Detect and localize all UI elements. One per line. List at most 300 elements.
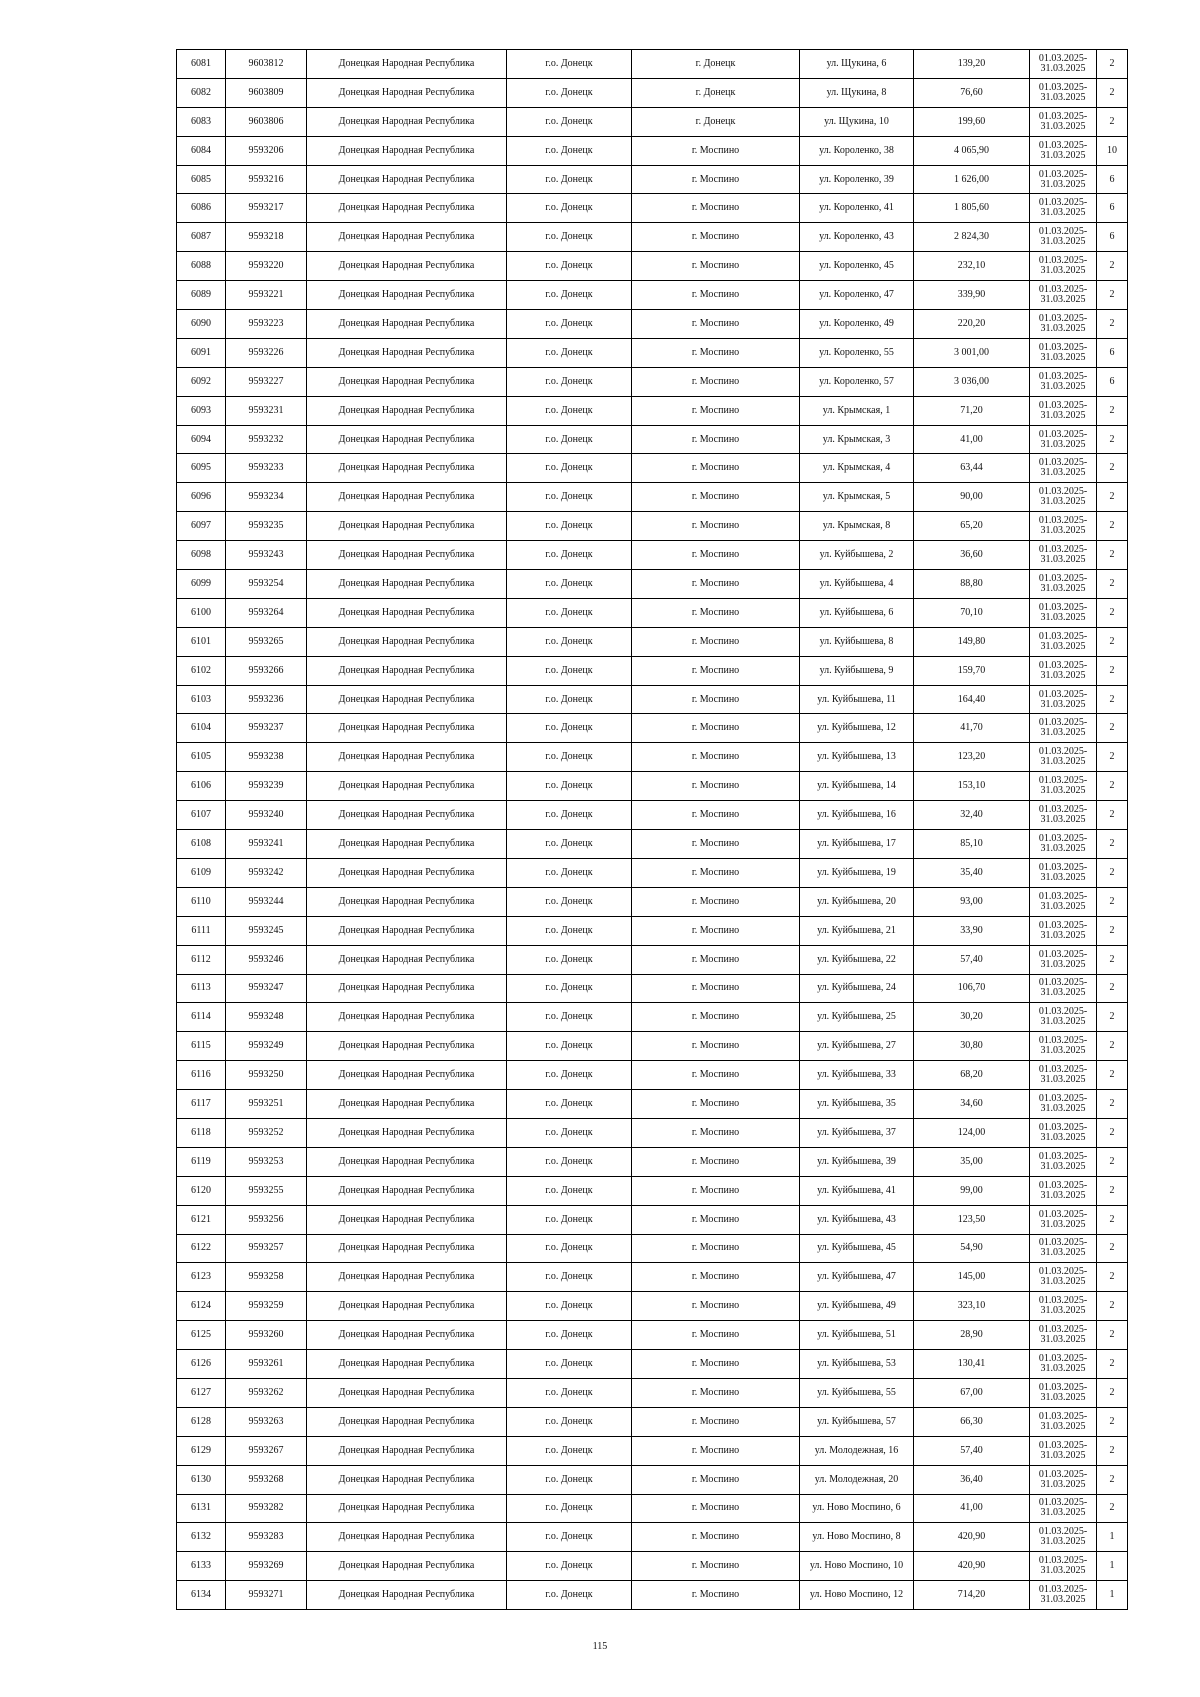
region-cell: Донецкая Народная Республика (307, 252, 507, 281)
region-cell: Донецкая Народная Республика (307, 974, 507, 1003)
count-cell: 2 (1097, 483, 1128, 512)
area-cell: 232,10 (914, 252, 1030, 281)
city-cell: г. Моспино (632, 858, 800, 887)
table-row (177, 1234, 1128, 1263)
period-end: 31.03.2025 (1040, 1305, 1086, 1317)
period-cell (1030, 685, 1097, 714)
region-cell: Донецкая Народная Республика (307, 1552, 507, 1581)
address-cell: ул. Короленко, 57 (800, 367, 914, 396)
count-cell: 2 (1097, 310, 1128, 339)
object-code-cell: 9593236 (226, 685, 307, 714)
period-start: 01.03.2025- (1038, 457, 1088, 469)
row-number-cell: 6104 (177, 714, 226, 743)
district-cell: г.о. Донецк (507, 252, 632, 281)
city-cell: г. Моспино (632, 1090, 800, 1119)
region-cell: Донецкая Народная Республика (307, 598, 507, 627)
row-number-cell: 6081 (177, 50, 226, 79)
city-cell: г. Моспино (632, 627, 800, 656)
table-row (177, 772, 1128, 801)
address-cell: ул. Крымская, 4 (800, 454, 914, 483)
period-cell (1030, 1118, 1097, 1147)
period-start: 01.03.2025- (1038, 861, 1088, 873)
period-cell (1030, 1523, 1097, 1552)
period-start: 01.03.2025- (1038, 1295, 1088, 1307)
count-cell: 1 (1097, 1581, 1128, 1610)
city-cell: г. Моспино (632, 974, 800, 1003)
period-end: 31.03.2025 (1040, 1045, 1086, 1057)
region-cell: Донецкая Народная Республика (307, 945, 507, 974)
period-cell (1030, 1407, 1097, 1436)
registry-table-body (177, 50, 1128, 1610)
table-row (177, 367, 1128, 396)
registry-table (176, 49, 1128, 1610)
object-code-cell: 9593248 (226, 1003, 307, 1032)
city-cell: г. Моспино (632, 1523, 800, 1552)
period-end: 31.03.2025 (1040, 91, 1086, 103)
table-row (177, 1378, 1128, 1407)
area-cell: 99,00 (914, 1176, 1030, 1205)
count-cell: 2 (1097, 685, 1128, 714)
period-start: 01.03.2025- (1038, 977, 1088, 989)
region-cell: Донецкая Народная Республика (307, 887, 507, 916)
table-row (177, 1090, 1128, 1119)
district-cell: г.о. Донецк (507, 743, 632, 772)
period-end: 31.03.2025 (1040, 525, 1086, 537)
count-cell: 6 (1097, 194, 1128, 223)
city-cell: г. Моспино (632, 1003, 800, 1032)
object-code-cell: 9593218 (226, 223, 307, 252)
address-cell: ул. Куйбышева, 24 (800, 974, 914, 1003)
period-cell (1030, 1465, 1097, 1494)
count-cell: 2 (1097, 1292, 1128, 1321)
district-cell: г.о. Донецк (507, 1350, 632, 1379)
region-cell: Донецкая Народная Республика (307, 425, 507, 454)
row-number-cell: 6098 (177, 541, 226, 570)
period-cell (1030, 194, 1097, 223)
period-cell (1030, 974, 1097, 1003)
object-code-cell: 9593250 (226, 1061, 307, 1090)
city-cell: г. Моспино (632, 1147, 800, 1176)
area-cell: 420,90 (914, 1523, 1030, 1552)
address-cell: ул. Куйбышева, 4 (800, 570, 914, 599)
table-row (177, 425, 1128, 454)
count-cell: 2 (1097, 743, 1128, 772)
period-start: 01.03.2025- (1038, 746, 1088, 758)
region-cell: Донецкая Народная Республика (307, 830, 507, 859)
district-cell: г.о. Донецк (507, 1465, 632, 1494)
city-cell: г. Моспино (632, 454, 800, 483)
period-start: 01.03.2025- (1038, 312, 1088, 324)
row-number-cell: 6133 (177, 1552, 226, 1581)
table-row (177, 830, 1128, 859)
count-cell: 2 (1097, 107, 1128, 136)
period-cell (1030, 1263, 1097, 1292)
object-code-cell: 9593227 (226, 367, 307, 396)
object-code-cell: 9593251 (226, 1090, 307, 1119)
period-end: 31.03.2025 (1040, 929, 1086, 941)
period-cell (1030, 396, 1097, 425)
district-cell: г.о. Донецк (507, 1378, 632, 1407)
region-cell: Донецкая Народная Республика (307, 1263, 507, 1292)
area-cell: 41,00 (914, 425, 1030, 454)
period-start: 01.03.2025- (1038, 284, 1088, 296)
region-cell: Донецкая Народная Республика (307, 78, 507, 107)
region-cell: Донецкая Народная Республика (307, 396, 507, 425)
district-cell: г.о. Донецк (507, 367, 632, 396)
period-start: 01.03.2025- (1038, 1555, 1088, 1567)
city-cell: г. Моспино (632, 541, 800, 570)
row-number-cell: 6092 (177, 367, 226, 396)
period-end: 31.03.2025 (1040, 207, 1086, 219)
count-cell: 2 (1097, 887, 1128, 916)
row-number-cell: 6128 (177, 1407, 226, 1436)
table-row (177, 1523, 1128, 1552)
region-cell: Донецкая Народная Республика (307, 1465, 507, 1494)
city-cell: г. Моспино (632, 743, 800, 772)
row-number-cell: 6118 (177, 1118, 226, 1147)
period-cell (1030, 1321, 1097, 1350)
period-end: 31.03.2025 (1040, 1218, 1086, 1230)
table-row (177, 252, 1128, 281)
count-cell: 2 (1097, 281, 1128, 310)
period-cell (1030, 858, 1097, 887)
period-cell (1030, 1176, 1097, 1205)
region-cell: Донецкая Народная Республика (307, 714, 507, 743)
district-cell: г.о. Донецк (507, 801, 632, 830)
period-end: 31.03.2025 (1040, 1536, 1086, 1548)
period-cell (1030, 107, 1097, 136)
district-cell: г.о. Донецк (507, 1090, 632, 1119)
city-cell: г. Донецк (632, 107, 800, 136)
count-cell: 2 (1097, 1061, 1128, 1090)
count-cell: 2 (1097, 1205, 1128, 1234)
area-cell: 36,40 (914, 1465, 1030, 1494)
district-cell: г.о. Донецк (507, 338, 632, 367)
object-code-cell: 9593269 (226, 1552, 307, 1581)
district-cell: г.о. Донецк (507, 858, 632, 887)
period-cell (1030, 425, 1097, 454)
count-cell: 2 (1097, 945, 1128, 974)
object-code-cell: 9593245 (226, 916, 307, 945)
city-cell: г. Моспино (632, 223, 800, 252)
period-start: 01.03.2025- (1038, 52, 1088, 64)
table-row (177, 1263, 1128, 1292)
area-cell: 139,20 (914, 50, 1030, 79)
area-cell: 41,00 (914, 1494, 1030, 1523)
period-start: 01.03.2025- (1038, 1468, 1088, 1480)
period-start: 01.03.2025- (1038, 630, 1088, 642)
region-cell: Донецкая Народная Республика (307, 1118, 507, 1147)
region-cell: Донецкая Народная Республика (307, 1003, 507, 1032)
address-cell: ул. Куйбышева, 14 (800, 772, 914, 801)
address-cell: ул. Короленко, 43 (800, 223, 914, 252)
address-cell: ул. Куйбышева, 20 (800, 887, 914, 916)
address-cell: ул. Крымская, 1 (800, 396, 914, 425)
count-cell: 2 (1097, 1350, 1128, 1379)
period-end: 31.03.2025 (1040, 178, 1086, 190)
area-cell: 1 626,00 (914, 165, 1030, 194)
period-start: 01.03.2025- (1038, 1410, 1088, 1422)
city-cell: г. Моспино (632, 1436, 800, 1465)
district-cell: г.о. Донецк (507, 570, 632, 599)
period-end: 31.03.2025 (1040, 1160, 1086, 1172)
address-cell: ул. Куйбышева, 25 (800, 1003, 914, 1032)
period-cell (1030, 1350, 1097, 1379)
period-start: 01.03.2025- (1038, 110, 1088, 122)
period-start: 01.03.2025- (1038, 399, 1088, 411)
region-cell: Донецкая Народная Республика (307, 281, 507, 310)
period-end: 31.03.2025 (1040, 1247, 1086, 1259)
period-end: 31.03.2025 (1040, 380, 1086, 392)
district-cell: г.о. Донецк (507, 714, 632, 743)
object-code-cell: 9593256 (226, 1205, 307, 1234)
period-end: 31.03.2025 (1040, 62, 1086, 74)
object-code-cell: 9593220 (226, 252, 307, 281)
period-cell (1030, 887, 1097, 916)
period-end: 31.03.2025 (1040, 1420, 1086, 1432)
table-row (177, 512, 1128, 541)
object-code-cell: 9593237 (226, 714, 307, 743)
region-cell: Донецкая Народная Республика (307, 1292, 507, 1321)
count-cell: 10 (1097, 136, 1128, 165)
address-cell: ул. Куйбышева, 45 (800, 1234, 914, 1263)
city-cell: г. Донецк (632, 78, 800, 107)
count-cell: 6 (1097, 165, 1128, 194)
period-end: 31.03.2025 (1040, 785, 1086, 797)
count-cell: 2 (1097, 598, 1128, 627)
area-cell: 41,70 (914, 714, 1030, 743)
row-number-cell: 6106 (177, 772, 226, 801)
period-start: 01.03.2025- (1038, 544, 1088, 556)
district-cell: г.о. Донецк (507, 512, 632, 541)
count-cell: 2 (1097, 541, 1128, 570)
count-cell: 2 (1097, 1090, 1128, 1119)
city-cell: г. Моспино (632, 1205, 800, 1234)
period-cell (1030, 743, 1097, 772)
area-cell: 220,20 (914, 310, 1030, 339)
district-cell: г.о. Донецк (507, 194, 632, 223)
period-start: 01.03.2025- (1038, 1150, 1088, 1162)
period-cell (1030, 1234, 1097, 1263)
period-start: 01.03.2025- (1038, 168, 1088, 180)
area-cell: 70,10 (914, 598, 1030, 627)
period-end: 31.03.2025 (1040, 120, 1086, 132)
city-cell: г. Донецк (632, 50, 800, 79)
table-row (177, 1292, 1128, 1321)
district-cell: г.о. Донецк (507, 136, 632, 165)
address-cell: ул. Куйбышева, 9 (800, 656, 914, 685)
object-code-cell: 9593247 (226, 974, 307, 1003)
city-cell: г. Моспино (632, 887, 800, 916)
period-cell (1030, 50, 1097, 79)
object-code-cell: 9593253 (226, 1147, 307, 1176)
period-start: 01.03.2025- (1038, 255, 1088, 267)
region-cell: Донецкая Народная Республика (307, 1436, 507, 1465)
count-cell: 2 (1097, 570, 1128, 599)
period-cell (1030, 627, 1097, 656)
area-cell: 159,70 (914, 656, 1030, 685)
period-cell (1030, 656, 1097, 685)
period-cell (1030, 1090, 1097, 1119)
period-cell (1030, 338, 1097, 367)
object-code-cell: 9593267 (226, 1436, 307, 1465)
object-code-cell: 9593261 (226, 1350, 307, 1379)
region-cell: Донецкая Народная Республика (307, 223, 507, 252)
count-cell: 1 (1097, 1523, 1128, 1552)
table-row (177, 945, 1128, 974)
period-cell (1030, 1003, 1097, 1032)
period-cell (1030, 454, 1097, 483)
district-cell: г.о. Донецк (507, 1436, 632, 1465)
object-code-cell: 9593231 (226, 396, 307, 425)
row-number-cell: 6134 (177, 1581, 226, 1610)
object-code-cell: 9593226 (226, 338, 307, 367)
period-cell (1030, 1378, 1097, 1407)
table-row (177, 165, 1128, 194)
period-cell (1030, 916, 1097, 945)
period-cell (1030, 714, 1097, 743)
period-end: 31.03.2025 (1040, 1334, 1086, 1346)
address-cell: ул. Куйбышева, 21 (800, 916, 914, 945)
region-cell: Донецкая Народная Республика (307, 801, 507, 830)
object-code-cell: 9593235 (226, 512, 307, 541)
district-cell: г.о. Донецк (507, 281, 632, 310)
row-number-cell: 6113 (177, 974, 226, 1003)
district-cell: г.о. Донецк (507, 78, 632, 107)
table-row (177, 743, 1128, 772)
city-cell: г. Моспино (632, 685, 800, 714)
row-number-cell: 6091 (177, 338, 226, 367)
region-cell: Донецкая Народная Республика (307, 483, 507, 512)
table-row (177, 1147, 1128, 1176)
row-number-cell: 6089 (177, 281, 226, 310)
object-code-cell: 9593252 (226, 1118, 307, 1147)
count-cell: 2 (1097, 1263, 1128, 1292)
address-cell: ул. Куйбышева, 39 (800, 1147, 914, 1176)
period-cell (1030, 252, 1097, 281)
count-cell: 2 (1097, 396, 1128, 425)
object-code-cell: 9593221 (226, 281, 307, 310)
city-cell: г. Моспино (632, 1378, 800, 1407)
table-row (177, 194, 1128, 223)
district-cell: г.о. Донецк (507, 1176, 632, 1205)
table-row (177, 627, 1128, 656)
period-start: 01.03.2025- (1038, 1237, 1088, 1249)
district-cell: г.о. Донецк (507, 454, 632, 483)
object-code-cell: 9593232 (226, 425, 307, 454)
table-row (177, 570, 1128, 599)
row-number-cell: 6094 (177, 425, 226, 454)
address-cell: ул. Куйбышева, 16 (800, 801, 914, 830)
period-end: 31.03.2025 (1040, 900, 1086, 912)
area-cell: 153,10 (914, 772, 1030, 801)
city-cell: г. Моспино (632, 1032, 800, 1061)
address-cell: ул. Куйбышева, 37 (800, 1118, 914, 1147)
district-cell: г.о. Донецк (507, 223, 632, 252)
period-end: 31.03.2025 (1040, 294, 1086, 306)
area-cell: 28,90 (914, 1321, 1030, 1350)
address-cell: ул. Щукина, 6 (800, 50, 914, 79)
district-cell: г.о. Донецк (507, 425, 632, 454)
area-cell: 76,60 (914, 78, 1030, 107)
period-cell (1030, 570, 1097, 599)
period-end: 31.03.2025 (1040, 842, 1086, 854)
period-end: 31.03.2025 (1040, 149, 1086, 161)
row-number-cell: 6088 (177, 252, 226, 281)
period-start: 01.03.2025- (1038, 1093, 1088, 1104)
region-cell: Донецкая Народная Республика (307, 1581, 507, 1610)
address-cell: ул. Куйбышева, 13 (800, 743, 914, 772)
table-row (177, 541, 1128, 570)
object-code-cell: 9593206 (226, 136, 307, 165)
city-cell: г. Моспино (632, 1263, 800, 1292)
area-cell: 149,80 (914, 627, 1030, 656)
count-cell: 2 (1097, 1321, 1128, 1350)
count-cell: 2 (1097, 801, 1128, 830)
count-cell: 2 (1097, 714, 1128, 743)
area-cell: 71,20 (914, 396, 1030, 425)
area-cell: 85,10 (914, 830, 1030, 859)
period-end: 31.03.2025 (1040, 265, 1086, 277)
row-number-cell: 6097 (177, 512, 226, 541)
table-row (177, 685, 1128, 714)
city-cell: г. Моспино (632, 598, 800, 627)
count-cell: 2 (1097, 252, 1128, 281)
count-cell: 6 (1097, 367, 1128, 396)
period-start: 01.03.2025- (1038, 832, 1088, 844)
period-cell (1030, 541, 1097, 570)
period-cell (1030, 1494, 1097, 1523)
district-cell: г.о. Донецк (507, 107, 632, 136)
area-cell: 54,90 (914, 1234, 1030, 1263)
city-cell: г. Моспино (632, 772, 800, 801)
count-cell: 2 (1097, 974, 1128, 1003)
address-cell: ул. Ново Моспино, 6 (800, 1494, 914, 1523)
period-start: 01.03.2025- (1038, 1035, 1088, 1047)
period-end: 31.03.2025 (1040, 1016, 1086, 1028)
table-row (177, 281, 1128, 310)
period-end: 31.03.2025 (1040, 496, 1086, 508)
address-cell: ул. Куйбышева, 17 (800, 830, 914, 859)
count-cell: 2 (1097, 1003, 1128, 1032)
address-cell: ул. Куйбышева, 51 (800, 1321, 914, 1350)
period-cell (1030, 165, 1097, 194)
object-code-cell: 9593260 (226, 1321, 307, 1350)
row-number-cell: 6093 (177, 396, 226, 425)
object-code-cell: 9593263 (226, 1407, 307, 1436)
city-cell: г. Моспино (632, 1350, 800, 1379)
area-cell: 130,41 (914, 1350, 1030, 1379)
region-cell: Донецкая Народная Республика (307, 1061, 507, 1090)
object-code-cell: 9593216 (226, 165, 307, 194)
region-cell: Донецкая Народная Республика (307, 656, 507, 685)
address-cell: ул. Куйбышева, 6 (800, 598, 914, 627)
region-cell: Донецкая Народная Республика (307, 858, 507, 887)
count-cell: 1 (1097, 1552, 1128, 1581)
district-cell: г.о. Донецк (507, 627, 632, 656)
area-cell: 35,00 (914, 1147, 1030, 1176)
period-cell (1030, 1147, 1097, 1176)
district-cell: г.о. Донецк (507, 887, 632, 916)
table-row (177, 1176, 1128, 1205)
period-end: 31.03.2025 (1040, 611, 1086, 623)
region-cell: Донецкая Народная Республика (307, 136, 507, 165)
period-cell (1030, 281, 1097, 310)
city-cell: г. Моспино (632, 916, 800, 945)
district-cell: г.о. Донецк (507, 945, 632, 974)
region-cell: Донецкая Народная Республика (307, 107, 507, 136)
region-cell: Донецкая Народная Республика (307, 1523, 507, 1552)
